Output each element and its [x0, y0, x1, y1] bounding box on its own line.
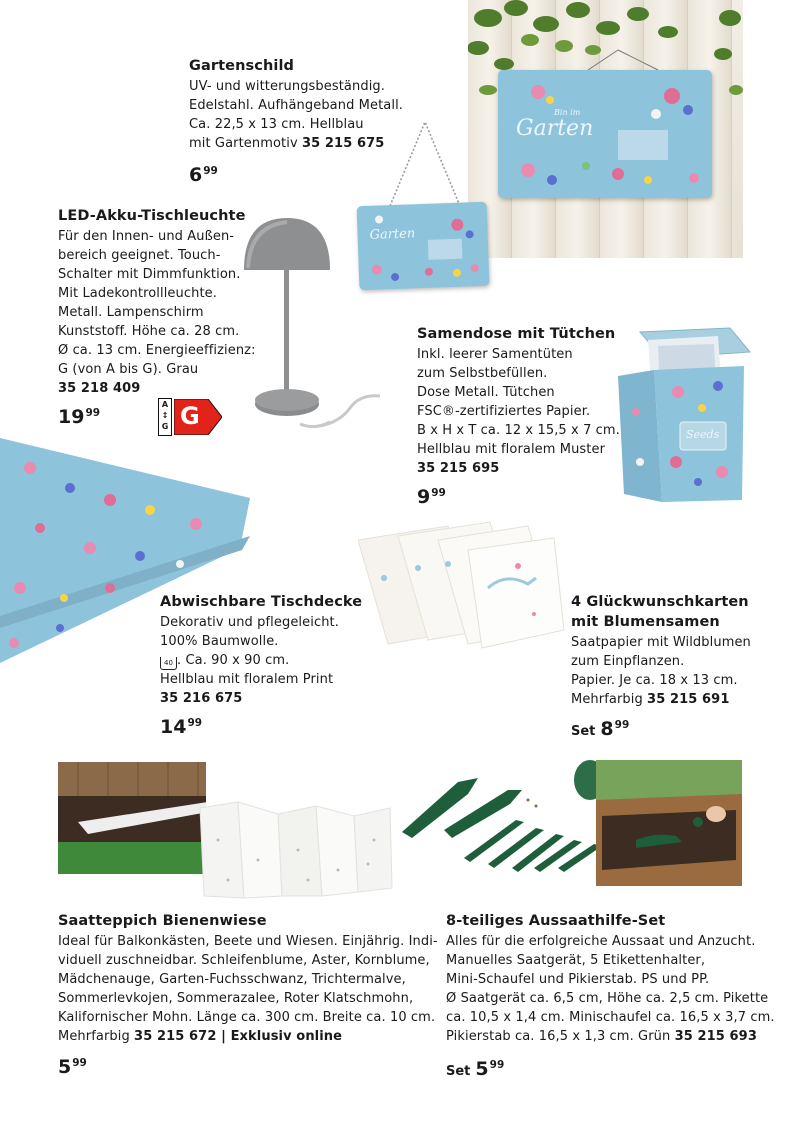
seed-tin-image — [618, 322, 752, 508]
description-line: Ø Saatgerät ca. 6,5 cm, Höhe ca. 2,5 cm. Pikette — [446, 991, 769, 1006]
description-line: Mit Ladekontrollleuchte. — [58, 286, 217, 301]
plate-small-text: Bin im — [554, 108, 581, 117]
garden-sign-large — [498, 70, 712, 198]
separator: | — [216, 1029, 231, 1044]
price-cents: 99 — [431, 487, 446, 499]
price-cents: 99 — [614, 719, 630, 731]
price-main: 5 — [58, 1056, 72, 1078]
description-line: Ca. 22,5 x 13 cm. Hellblau — [189, 117, 364, 132]
article-number: 35 215 693 — [674, 1029, 757, 1044]
product-title: Gartenschild — [189, 58, 294, 74]
description-line: B x H x T ca. 12 x 15,5 x 7 cm. — [417, 423, 620, 438]
description-line: Hellblau mit floralem Muster — [417, 442, 606, 457]
plate-large-text: Garten — [516, 116, 594, 141]
plate-text: Garten — [369, 226, 416, 243]
description-line — [446, 1027, 775, 1046]
product-title: LED-Akku-Tischleuchte — [58, 208, 246, 224]
price-main: 14 — [160, 716, 187, 738]
description-line: Kalifornischer Mohn. Länge ca. 300 cm. Breite ca. 10 cm. — [58, 1010, 436, 1025]
description-line: FSC®-zertifiziertes Papier. — [417, 404, 591, 419]
description-line: Hellblau mit floralem Print — [160, 672, 334, 687]
description-text: Mehrfarbig — [58, 1029, 135, 1044]
greeting-cards-image — [358, 518, 568, 654]
description-text: . Ca. 90 x 90 cm. — [177, 653, 290, 668]
product-title: Abwischbare Tischdecke — [160, 594, 363, 610]
price-cents: 99 — [85, 407, 101, 419]
description-line: UV- und witterungsbeständig. — [189, 79, 385, 94]
article-number: 35 216 675 — [160, 691, 243, 706]
seed-mat-image — [198, 800, 394, 900]
energy-class: G — [180, 402, 200, 430]
description-line: Ideal für Balkonkästen, Beete und Wiesen. Einjährig. Indi- — [58, 934, 438, 949]
energy-label — [158, 398, 222, 436]
description-line: Edelstahl. Aufhängeband Metall. — [189, 98, 404, 113]
product-title: 8-teiliges Aussaathilfe-Set — [446, 913, 666, 929]
description-line: Papier. Je ca. 18 x 13 cm. — [571, 673, 738, 688]
description-line: Mini-Schaufel und Pikierstab. PS und PP. — [446, 972, 710, 987]
energy-scale-bottom: G — [161, 422, 169, 431]
price-main: 8 — [600, 718, 614, 740]
product-saatteppich — [58, 911, 438, 1046]
description-line: 100% Baumwolle. — [160, 634, 279, 649]
product-led-lamp — [58, 206, 256, 398]
exclusive-online-label: Exklusiv online — [230, 1029, 343, 1044]
seeding-tools-image — [398, 756, 608, 874]
price-karten — [571, 714, 629, 743]
description-line: Schalter mit Dimmfunktion. — [58, 267, 241, 282]
product-title: Samendose mit Tütchen — [417, 326, 616, 342]
description-line: G (von A bis G). Grau — [58, 362, 199, 377]
description-line: zum Einpflanzen. — [571, 654, 685, 669]
description-text: Mehrfarbig — [571, 692, 648, 707]
article-number: 35 215 672 — [134, 1029, 217, 1044]
price-tischdecke — [160, 712, 202, 738]
description-line: Alles für die erfolgreiche Aussaat und Anzucht. — [446, 934, 756, 949]
price-cents: 99 — [489, 1059, 505, 1071]
price-cents: 99 — [187, 717, 203, 729]
description-line: Dose Metall. Tütchen — [417, 385, 555, 400]
article-number: 35 215 691 — [647, 692, 730, 707]
product-title: Saatteppich Bienenwiese — [58, 913, 267, 929]
seed-mat-garden-photo — [58, 762, 206, 874]
description-line: viduell zuschneidbar. Schleifenblume, Aster, Kornblume, — [58, 953, 430, 968]
price-main: 6 — [189, 164, 203, 186]
price-cents: 99 — [203, 165, 218, 177]
description-line: Mädchenauge, Garten-Fuchsschwanz, Trichtermalve, — [58, 972, 406, 987]
description-line: Inkl. leerer Samentüten — [417, 347, 573, 362]
energy-scale — [158, 398, 172, 436]
article-number: 35 215 695 — [417, 461, 500, 476]
article-number: 35 218 409 — [58, 381, 141, 396]
description-line: Saatpapier mit Wildblumen — [571, 635, 751, 650]
description-line — [160, 651, 362, 670]
product-tischdecke — [160, 592, 362, 708]
price-cents: 99 — [72, 1057, 87, 1069]
description-text: mit Gartenmotiv — [189, 136, 302, 151]
price-gartenschild — [189, 160, 218, 186]
description-line: Sommerlevkojen, Sommerazalee, Roter Klatschmohn, — [58, 991, 414, 1006]
tin-label: Seeds — [686, 428, 720, 441]
description-line: Manuelles Saatgerät, 5 Etikettenhalter, — [446, 953, 706, 968]
energy-arrow-icon: ↕ — [161, 411, 169, 420]
description-line — [571, 690, 751, 709]
description-line: bereich geeignet. Touch- — [58, 248, 221, 263]
description-line: Metall. Lampenschirm — [58, 305, 204, 320]
price-main: 19 — [58, 406, 85, 428]
description-text: Pikierstab ca. 16,5 x 1,3 cm. Grün — [446, 1029, 675, 1044]
product-title: mit Blumensamen — [571, 614, 720, 630]
product-title: 4 Glückwunschkarten — [571, 594, 749, 610]
price-samendose — [417, 482, 446, 508]
raised-bed-photo — [596, 760, 742, 886]
description-line: Dekorativ und pflegeleicht. — [160, 615, 339, 630]
description-line: Für den Innen- und Außen- — [58, 229, 235, 244]
description-line — [58, 1027, 438, 1046]
wash-symbol-icon: 40 — [160, 657, 177, 670]
description-line: Kunststoff. Höhe ca. 28 cm. — [58, 324, 240, 339]
product-aussaat — [446, 911, 775, 1046]
product-samendose — [417, 324, 620, 478]
price-prefix: Set — [571, 724, 596, 739]
price-aussaat — [446, 1054, 504, 1083]
price-led-lamp — [58, 402, 100, 428]
price-main: 9 — [417, 486, 431, 508]
energy-scale-top: A — [161, 400, 169, 409]
description-line: Ø ca. 13 cm. Energieeffizienz: — [58, 343, 256, 358]
description-line: zum Selbstbefüllen. — [417, 366, 548, 381]
description-line: ca. 10,5 x 1,4 cm. Minischaufel ca. 16,5 x 3,7 cm. — [446, 1010, 775, 1025]
lamp-image — [240, 214, 390, 436]
garden-sign-photo — [468, 0, 743, 258]
product-karten — [571, 592, 751, 709]
article-number: 35 215 675 — [301, 136, 385, 151]
price-main: 5 — [475, 1058, 489, 1080]
price-saatteppich — [58, 1052, 87, 1078]
price-prefix: Set — [446, 1064, 471, 1079]
